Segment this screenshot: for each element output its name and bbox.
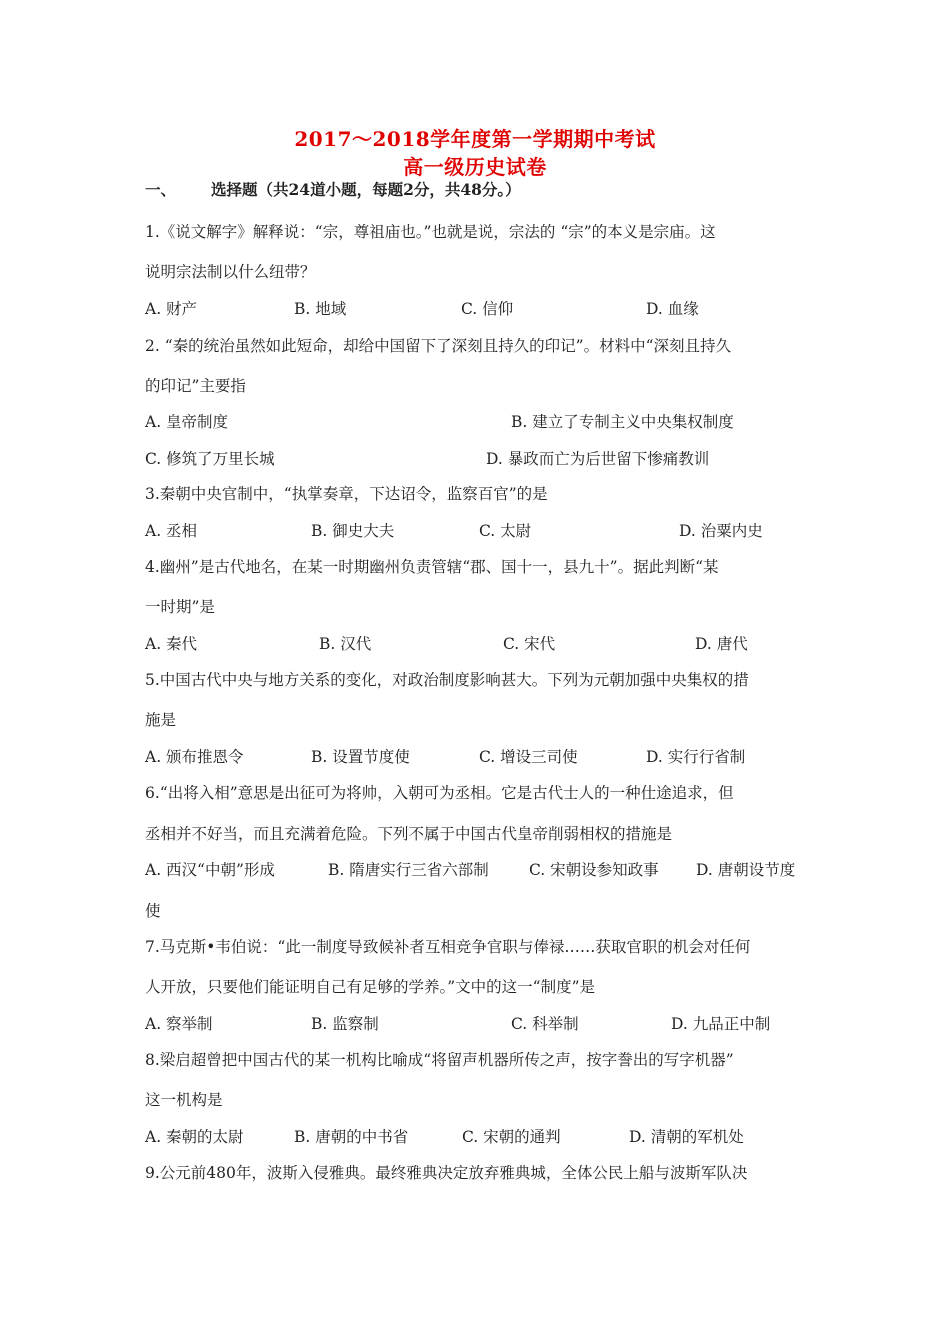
question-7-option-b: B. 监察制 [311,1015,379,1033]
question-6-line-2: 丞相并不好当，而且充满着危险。下列不属于中国古代皇帝削弱相权的措施是 [145,825,673,843]
question-1-option-c: C. 信仰 [461,300,514,318]
question-4-line-1: 4.幽州”是古代地名，在某一时期幽州负责管辖“郡、国十一，县九十”。据此判断“某 [145,558,719,576]
question-8-option-b: B. 唐朝的中书省 [294,1128,409,1146]
question-8-line-1: 8.梁启超曾把中国古代的某一机构比喻成“将留声机器所传之声，按字誊出的写字机器” [145,1051,734,1069]
question-2-line-2: 的印记”主要指 [145,377,246,395]
question-7-option-d: D. 九品正中制 [671,1015,771,1033]
question-3-option-d: D. 治粟内史 [679,522,763,540]
question-6-option-d-wrap: 使 [145,902,161,920]
question-8-option-a: A. 秦朝的太尉 [145,1128,244,1146]
question-6-option-c: C. 宋朝设参知政事 [529,861,659,879]
question-1-option-b: B. 地域 [294,300,347,318]
question-2-option-c: C. 修筑了万里长城 [145,450,275,468]
question-5-line-1: 5.中国古代中央与地方关系的变化，对政治制度影响甚大。下列为元朝加强中央集权的措 [145,671,749,689]
section-heading [145,178,521,200]
question-2-line-1: 2. “秦的统治虽然如此短命，却给中国留下了深刻且持久的印记”。材料中“深刻且持久 [145,337,731,355]
question-2-option-d: D. 暴政而亡为后世留下惨痛教训 [486,450,710,468]
question-1-option-a: A. 财产 [145,300,198,318]
question-8-option-d: D. 清朝的军机处 [629,1128,744,1146]
question-8-option-c: C. 宋朝的通判 [462,1128,561,1146]
section-number: 一、 [145,180,177,199]
question-4-option-a: A. 秦代 [145,635,198,653]
question-3-option-c: C. 太尉 [479,522,532,540]
question-2-option-b: B. 建立了专制主义中央集权制度 [511,413,734,431]
question-1-line-1: 1.《说文解字》解释说：“宗，尊祖庙也。”也就是说，宗法的 “宗”的本义是宗庙。这 [145,223,716,241]
exam-title: 2017～2018学年度第一学期期中考试 [294,127,656,151]
question-9-line-1: 9.公元前480年，波斯入侵雅典。最终雅典决定放弃雅典城，全体公民上船与波斯军队决 [145,1164,748,1182]
question-5-option-d: D. 实行行省制 [646,748,746,766]
question-7-option-a: A. 察举制 [145,1015,213,1033]
question-6-option-d: D. 唐朝设节度 [696,861,796,879]
question-4-option-b: B. 汉代 [319,635,372,653]
question-3-option-b: B. 御史大夫 [311,522,395,540]
question-4-option-c: C. 宋代 [503,635,556,653]
question-8-line-2: 这一机构是 [145,1091,223,1109]
question-5-line-2: 施是 [145,711,177,729]
question-5-option-a: A. 颁布推恩令 [145,748,244,766]
question-6-line-1: 6.“出将入相”意思是出征可为将帅，入朝可为丞相。它是古代士人的一种仕途追求，但 [145,784,734,802]
question-5-option-c: C. 增设三司使 [479,748,578,766]
question-2-option-a: A. 皇帝制度 [145,413,229,431]
question-4-option-d: D. 唐代 [695,635,748,653]
question-7-option-c: C. 科举制 [511,1015,579,1033]
question-3-option-a: A. 丞相 [145,522,198,540]
question-6-option-b: B. 隋唐实行三省六部制 [328,861,489,879]
question-6-option-a: A. 西汉“中朝”形成 [145,861,275,879]
question-5-option-b: B. 设置节度使 [311,748,410,766]
question-3-line-1: 3.秦朝中央官制中，“执掌奏章，下达诏令，监察百官”的是 [145,485,548,503]
question-4-line-2: 一时期”是 [145,598,215,616]
question-7-line-1: 7.马克斯•韦伯说：“此一制度导致候补者互相竞争官职与俸禄……获取官职的机会对任何 [145,938,751,956]
question-7-line-2: 人开放，只要他们能证明自己有足够的学养。”文中的这一“制度”是 [145,978,596,996]
exam-subtitle: 高一级历史试卷 [403,155,547,179]
question-1-line-2: 说明宗法制以什么纽带？ [145,263,316,281]
section-text: 选择题（共24道小题，每题2分，共48分。） [211,180,521,199]
question-1-option-d: D. 血缘 [646,300,699,318]
